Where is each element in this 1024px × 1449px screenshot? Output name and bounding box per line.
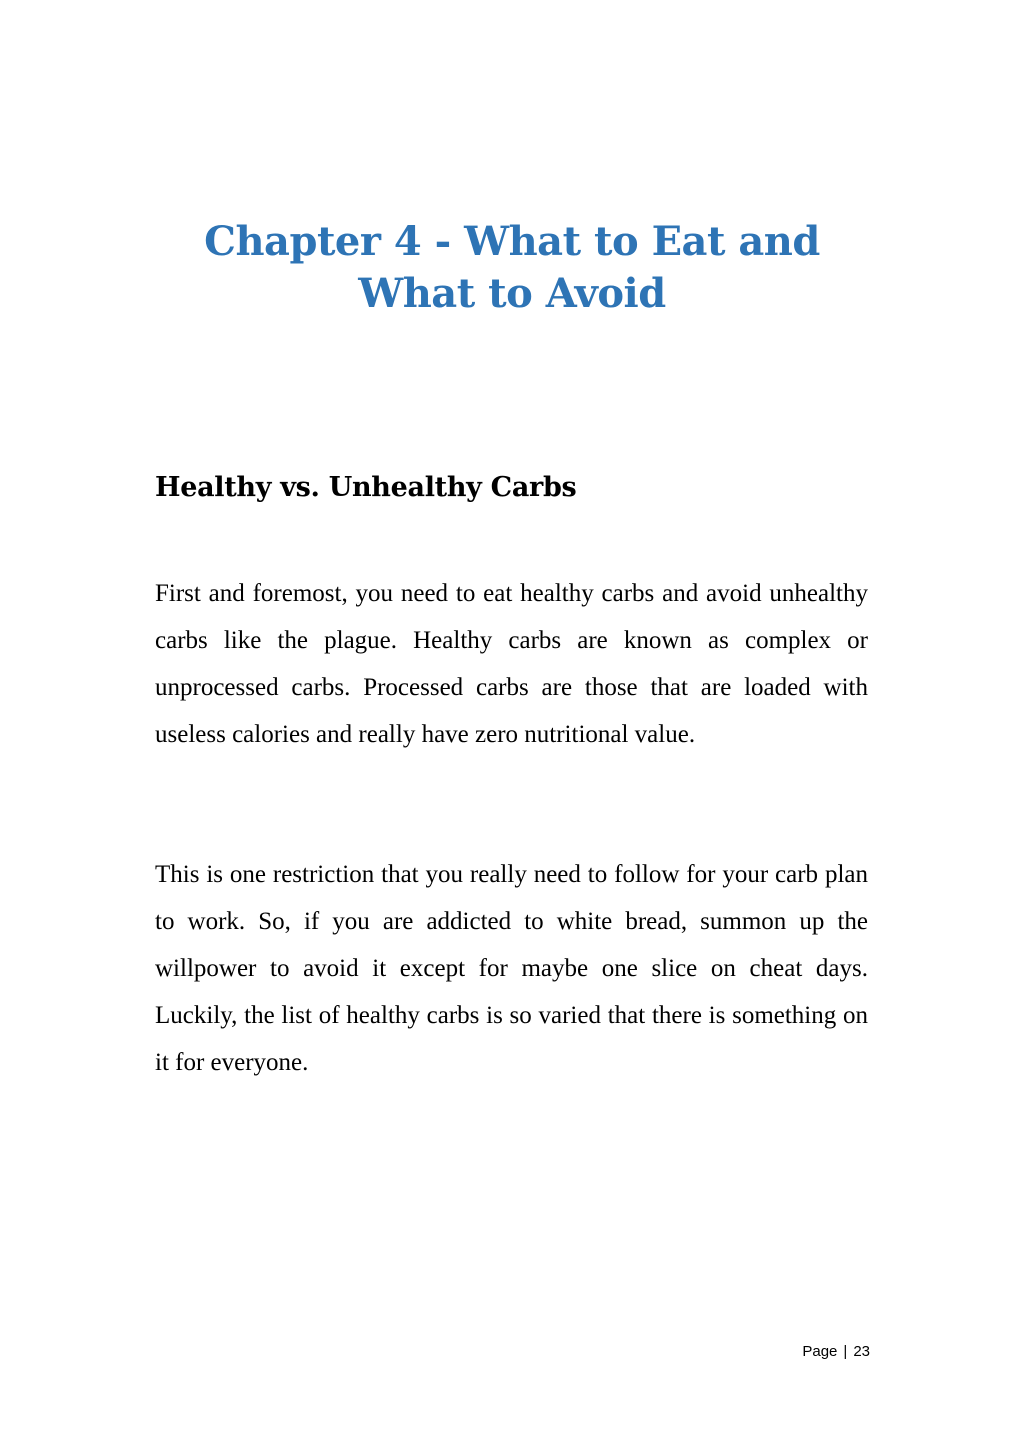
page-number: 23 xyxy=(853,1343,870,1360)
body-paragraph: This is one restriction that you really need to follow for your carb plan to work. So, if you are addicted to white bread, summon up the willpower to avoid it except for maybe one slice on cheat days. Luckily, the list of healthy carbs is so varied that there is something on it for everyone. xyxy=(155,861,868,1076)
page-label: Page xyxy=(802,1343,838,1360)
footer-separator: | xyxy=(843,1343,848,1360)
body-paragraph: First and foremost, you need to eat healthy carbs and avoid unhealthy carbs like the plague. Healthy carbs are known as complex or unprocessed carbs. Processed carbs are those that are loaded with useless calories and really have zero nutritional value. xyxy=(155,580,868,748)
section-heading: Healthy vs. Unhealthy Carbs xyxy=(155,472,577,503)
chapter-title: Chapter 4 - What to Eat and What to Avoid xyxy=(204,218,820,317)
page-footer xyxy=(802,1341,870,1363)
